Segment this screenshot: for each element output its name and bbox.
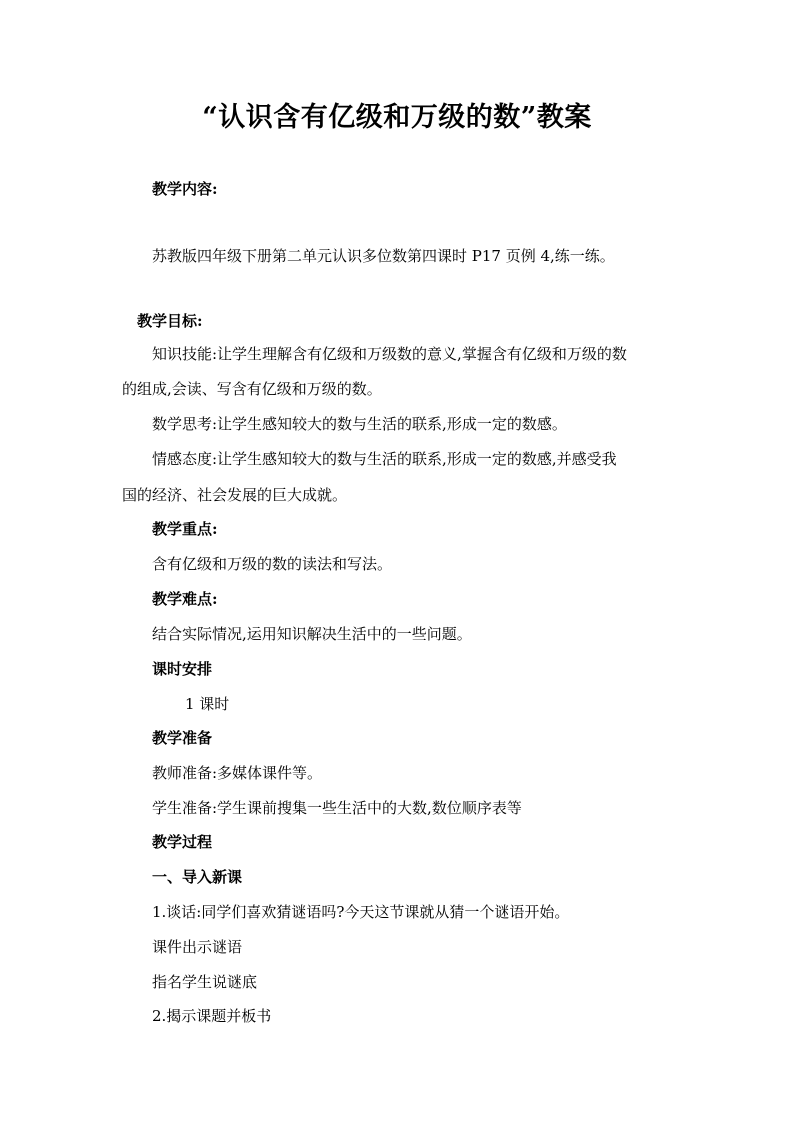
step1-item1: 1.谈话:同学们喜欢猜谜语吗?今天这节课就从猜一个谜语开始。: [152, 903, 570, 921]
step1-heading: 一、导入新课: [152, 868, 243, 886]
content-text: 苏教版四年级下册第二单元认识多位数第四课时 P17 页例 4,练一练。: [152, 247, 615, 265]
schedule-heading: 课时安排: [152, 660, 213, 678]
document-title: “认识含有亿级和万级的数”教案: [202, 102, 592, 133]
difficulty-text: 结合实际情况,运用知识解决生活中的一些问题。: [152, 625, 472, 643]
step1-item4: 2.揭示课题并板书: [152, 1007, 272, 1025]
prep-heading: 教学准备: [152, 729, 213, 747]
prep-teacher: 教师准备:多媒体课件等。: [152, 764, 323, 782]
goal-attitude-line1: 情感态度:让学生感知较大的数与生活的联系,形成一定的数感,并感受我: [152, 450, 617, 468]
content-heading: 教学内容:: [152, 180, 218, 198]
step1-item3: 指名学生说谜底: [152, 973, 258, 991]
process-heading: 教学过程: [152, 833, 213, 851]
keypoint-heading: 教学重点:: [152, 520, 218, 538]
goal-knowledge-line2: 的组成,会读、写含有亿级和万级的数。: [122, 380, 382, 398]
schedule-text: 1 课时: [185, 695, 230, 713]
goal-knowledge-line1: 知识技能:让学生理解含有亿级和万级数的意义,掌握含有亿级和万级的数: [152, 345, 627, 363]
prep-student: 学生准备:学生课前搜集一些生活中的大数,数位顺序表等: [152, 799, 522, 817]
goal-thinking: 数学思考:让学生感知较大的数与生活的联系,形成一定的数感。: [152, 415, 567, 433]
goal-attitude-line2: 国的经济、社会发展的巨大成就。: [122, 486, 348, 504]
goals-heading: 教学目标:: [137, 312, 203, 330]
step1-item2: 课件出示谜语: [152, 938, 243, 956]
difficulty-heading: 教学难点:: [152, 590, 218, 608]
keypoint-text: 含有亿级和万级的数的读法和写法。: [152, 555, 393, 573]
